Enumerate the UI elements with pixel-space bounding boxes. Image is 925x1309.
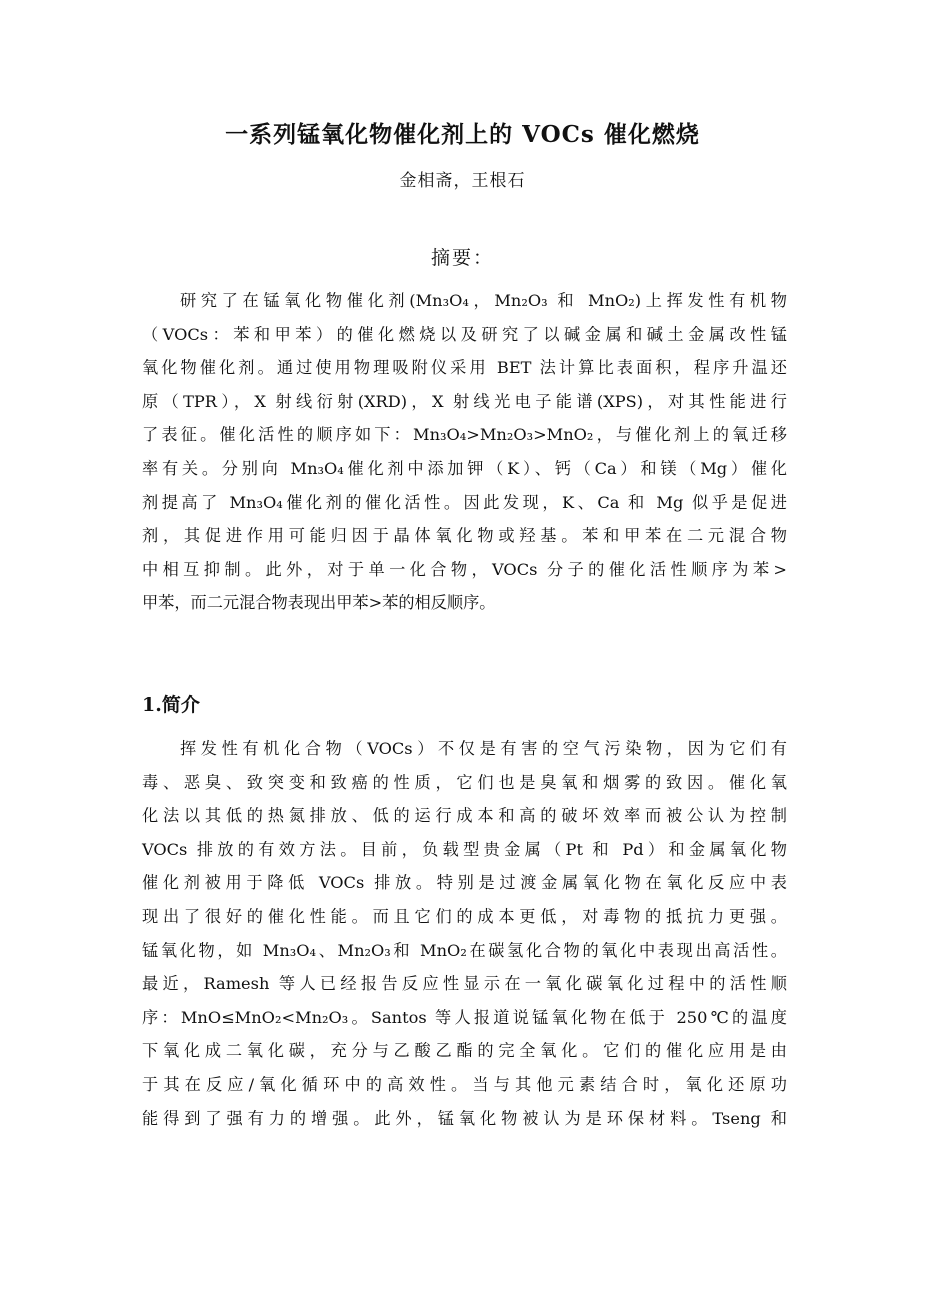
intro-line: 挥发性有机化合物（VOCs）不仅是有害的空气污染物，因为它们有 (180, 739, 787, 758)
section-heading-intro: 1.简介 (142, 694, 200, 716)
abstract-line: 剂，其促进作用可能归因于晶体氧化物或羟基。苯和甲苯在二元混合物 (142, 526, 787, 546)
intro-line: 最近，Ramesh 等人已经报告反应性显示在一氧化碳氧化过程中的活性顺 (142, 974, 787, 994)
abstract-line: 甲苯，而二元混合物表现出甲苯>苯的相反顺序。 (142, 593, 496, 613)
intro-line: 于其在反应/氧化循环中的高效性。当与其他元素结合时，氧化还原功 (142, 1074, 787, 1094)
intro-line: 催化剂被用于降低 VOCs 排放。特别是过渡金属氧化物在氧化反应中表 (142, 873, 787, 893)
abstract-line: 剂提高了 Mn₃O₄催化剂的催化活性。因此发现，K、Ca 和 Mg 似乎是促进 (142, 492, 787, 512)
intro-line: 现出了很好的催化性能。而且它们的成本更低，对毒物的抵抗力更强。 (142, 906, 787, 926)
abstract-heading: 摘要： (430, 247, 494, 269)
abstract-body (142, 284, 787, 620)
paper-authors: 金相斋，王根石 (399, 171, 526, 191)
abstract-line: 研究了在锰氧化物催化剂(Mn₃O₄，Mn₂O₃ 和 MnO₂)上挥发性有机物 (180, 291, 787, 310)
abstract-line: （VOCs：苯和甲苯）的催化燃烧以及研究了以碱金属和碱土金属改性锰 (142, 324, 787, 344)
abstract-line: 氧化物催化剂。通过使用物理吸附仪采用 BET 法计算比表面积，程序升温还 (142, 358, 787, 378)
abstract-line: 率有关。分别向 Mn₃O₄催化剂中添加钾（K）、钙（Ca）和镁（Mg）催化 (142, 458, 787, 478)
abstract-line: 原（TPR），X 射线衍射(XRD)，X 射线光电子能谱(XPS)，对其性能进行 (142, 391, 787, 411)
intro-line: 下氧化成二氧化碳，充分与乙酸乙酯的完全氧化。它们的催化应用是由 (142, 1041, 787, 1061)
abstract-line: 中相互抑制。此外，对于单一化合物，VOCs 分子的催化活性顺序为苯> (142, 559, 787, 579)
intro-line: 锰氧化物，如 Mn₃O₄、Mn₂O₃和 MnO₂在碳氢化合物的氧化中表现出高活性。 (142, 940, 787, 960)
intro-body (142, 732, 787, 1135)
intro-line: VOCs 排放的有效方法。目前，负载型贵金属（Pt 和 Pd）和金属氧化物 (142, 839, 787, 859)
paper-title: 一系列锰氧化物催化剂上的 VOCs 催化燃烧 (225, 121, 700, 148)
intro-line: 序：MnO≤MnO₂<Mn₂O₃。Santos 等人报道说锰氧化物在低于 250℃的温度 (142, 1007, 787, 1027)
intro-line: 毒、恶臭、致突变和致癌的性质，它们也是臭氧和烟雾的致因。催化氧 (142, 772, 787, 792)
intro-line: 化法以其低的热氮排放、低的运行成本和高的破坏效率而被公认为控制 (142, 806, 787, 826)
abstract-line: 了表征。催化活性的顺序如下：Mn₃O₄>Mn₂O₃>MnO₂，与催化剂上的氧迁移 (142, 425, 787, 445)
intro-line: 能得到了强有力的增强。此外，锰氧化物被认为是环保材料。Tseng 和 (142, 1108, 787, 1128)
